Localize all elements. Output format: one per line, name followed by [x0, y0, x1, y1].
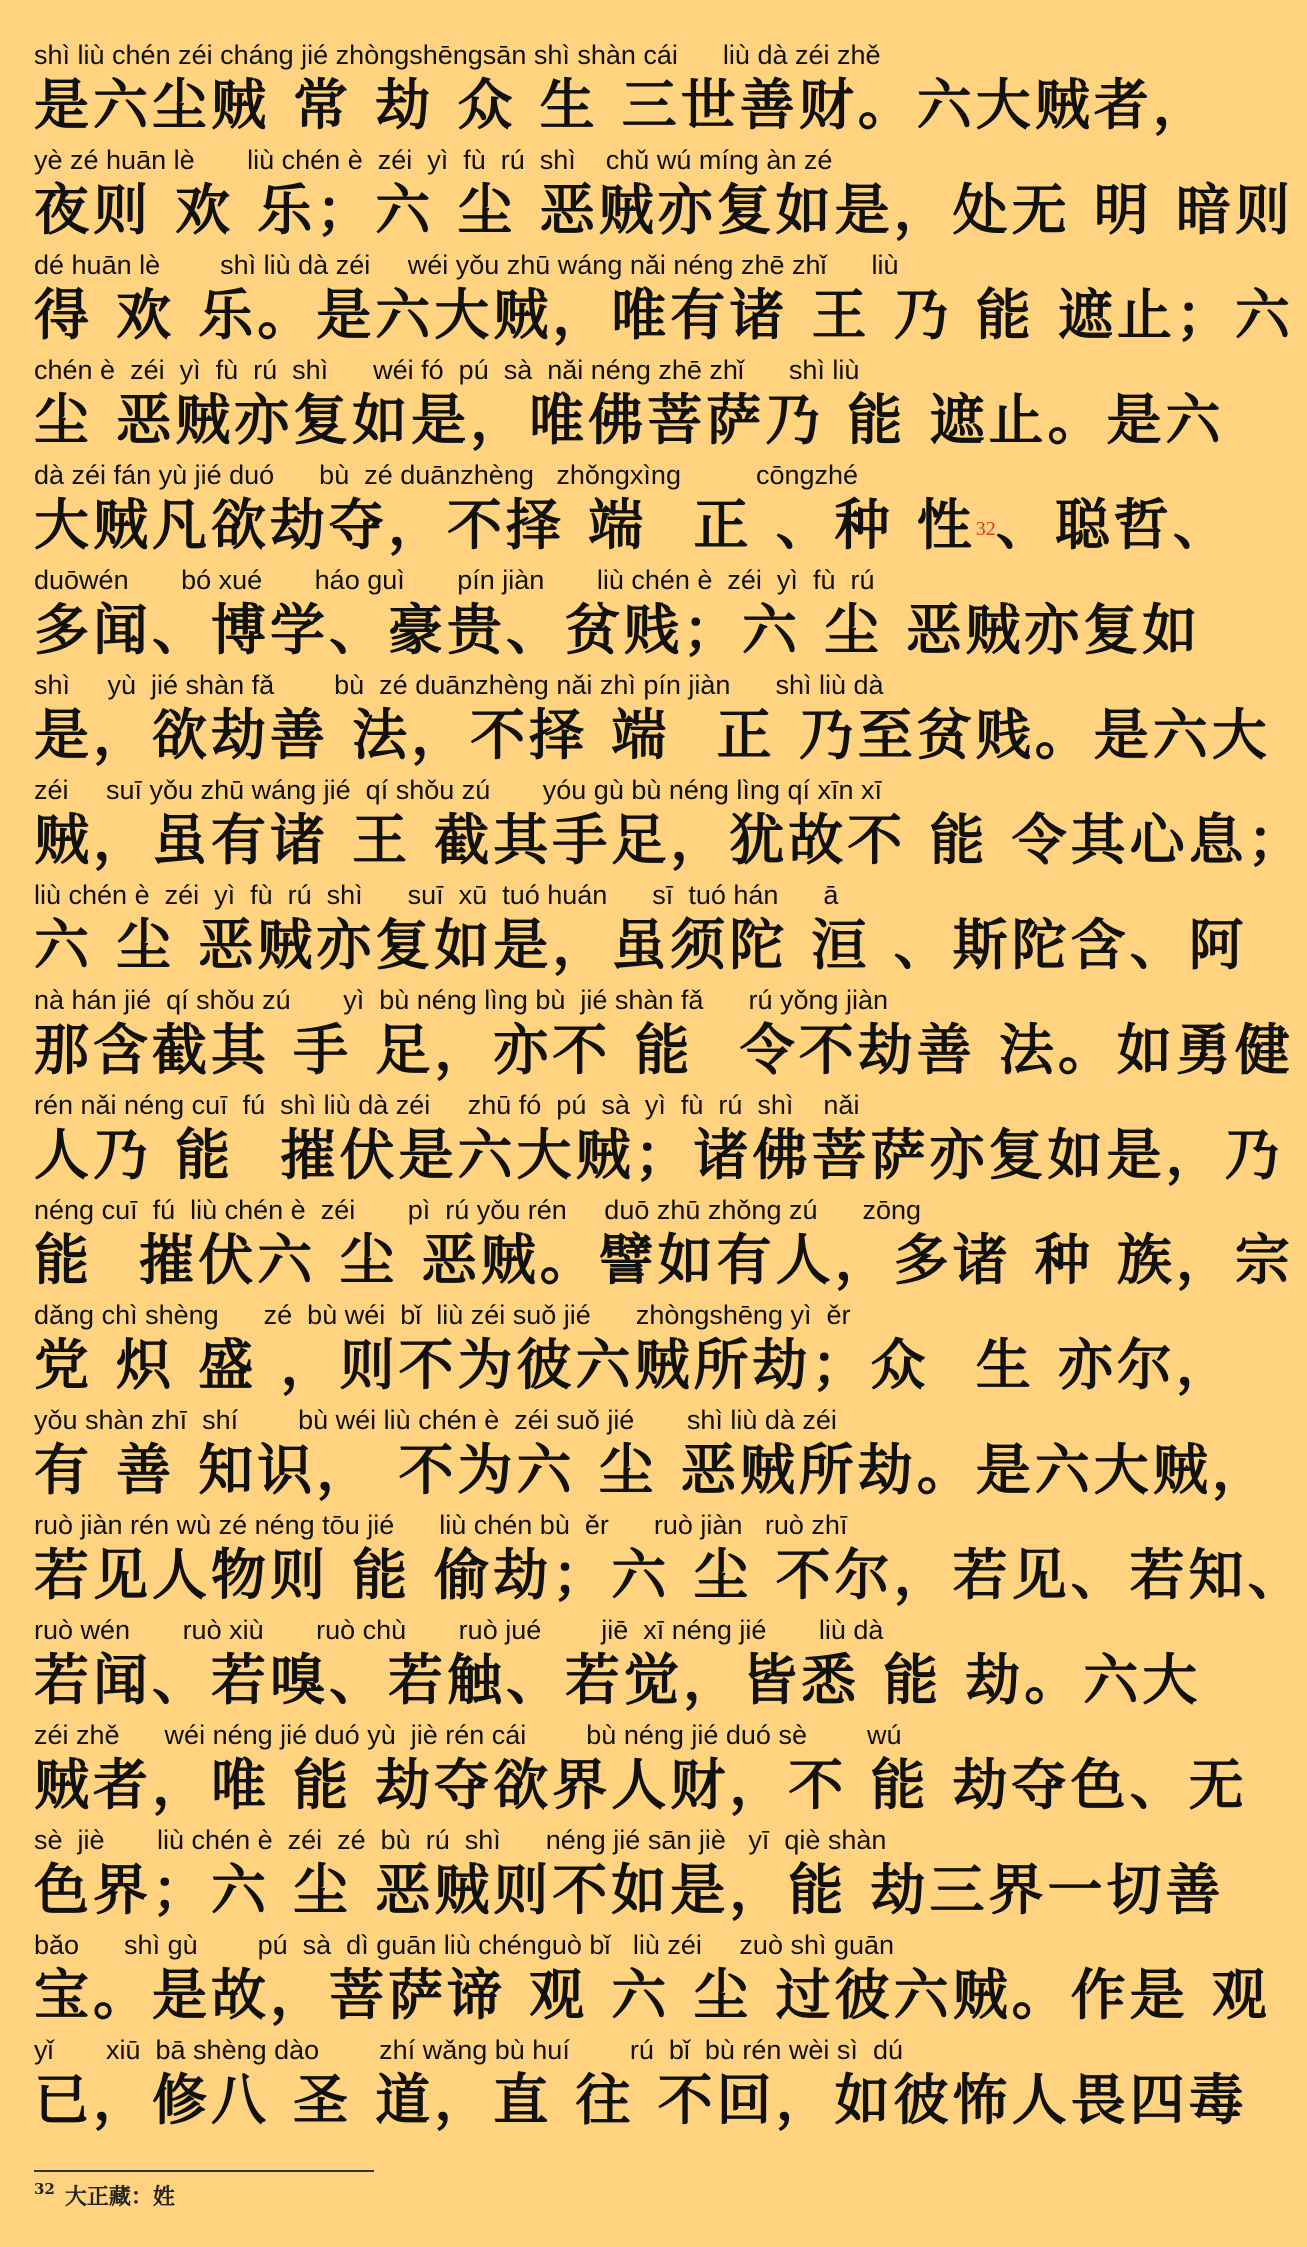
text-line	[34, 38, 1212, 143]
pinyin-row: nà hán jié qí shǒu zú yì bù néng lìng bù jié shàn fǎ rú yǒng jiàn	[34, 985, 889, 1015]
text-line	[34, 878, 1248, 983]
text-line	[34, 1823, 1225, 1928]
pinyin-row: liù chén è zéi yì fù rú shì suī xū tuó huán sī tuó hán ā	[34, 880, 839, 910]
hanzi-row: 六 尘 恶贼亦复如是，虽须陀 洹 、斯陀含、阿	[34, 913, 1248, 977]
pinyin-row: dà zéi fán yù jié duó bù zé duānzhèng zhǒngxìng cōngzhé	[34, 460, 859, 490]
text-line	[34, 773, 1307, 878]
text-line	[34, 2033, 1248, 2138]
footnote-text: 大正藏：姓	[64, 2184, 175, 2210]
text-line	[34, 1613, 1202, 1718]
pinyin-row: bǎo shì gù pú sà dì guān liù chénguò bǐ liù zéi zuò shì guān	[34, 1930, 895, 1960]
pinyin-row: yǐ xiū bā shèng dào zhí wǎng bù huí rú bǐ bù rén wèi sì dú	[34, 2035, 903, 2065]
text-line	[34, 1718, 1248, 1823]
hanzi-segment: 、聪哲、	[995, 493, 1232, 557]
text-line	[34, 983, 1294, 1088]
pinyin-row: dé huān lè shì liù dà zéi wéi yǒu zhū wáng nǎi néng zhē zhǐ liù	[34, 250, 899, 280]
hanzi-segment: 大贼凡欲劫夺，不择 端 正 、种 性	[34, 493, 976, 557]
pinyin-row: duōwén bó xué háo guì pín jiàn liù chén è zéi yì fù rú	[34, 565, 875, 595]
text-line	[34, 563, 1202, 668]
hanzi-row: 色界；六 尘 恶贼则不如是，能 劫三界一切善	[34, 1858, 1225, 1922]
hanzi-row: 人乃 能 摧伏是六大贼；诸佛菩萨亦复如是，乃	[34, 1123, 1284, 1187]
pinyin-row: sè jiè liù chén è zéi zé bù rú shì néng jié sān jiè yī qiè shàn	[34, 1825, 887, 1855]
hanzi-row: 多闻、博学、豪贵、贫贱；六 尘 恶贼亦复如	[34, 598, 1202, 662]
pinyin-row: shì yù jié shàn fǎ bù zé duānzhèng nǎi zhì pín jiàn shì liù dà	[34, 670, 884, 700]
text-line	[34, 1928, 1271, 2033]
text-line	[34, 458, 1232, 563]
footnote-reference[interactable]: 32	[975, 518, 996, 540]
footnote	[34, 2180, 175, 2211]
pinyin-row: yè zé huān lè liù chén è zéi yì fù rú shì chǔ wú míng àn zé	[34, 145, 833, 175]
footnote-number: 32	[34, 2180, 55, 2198]
hanzi-row	[34, 492, 1232, 558]
pinyin-row: yǒu shàn zhī shí bù wéi liù chén è zéi suǒ jié shì liù dà zéi	[34, 1405, 837, 1435]
pinyin-row: ruò jiàn rén wù zé néng tōu jié liù chén bù ěr ruò jiàn ruò zhī	[34, 1510, 848, 1540]
text-line	[34, 143, 1294, 248]
hanzi-row: 贼，虽有诸 王 截其手足，犹故不 能 令其心息；	[34, 808, 1307, 872]
hanzi-row: 得 欢 乐。是六大贼，唯有诸 王 乃 能 遮止；六	[34, 283, 1294, 347]
pinyin-row: ruò wén ruò xiù ruò chù ruò jué jiē xī néng jié liù dà	[34, 1615, 884, 1645]
text-line	[34, 353, 1225, 458]
text-line	[34, 1088, 1284, 1193]
pinyin-row: rén nǎi néng cuī fú shì liù dà zéi zhū fó pú sà yì fù rú shì nǎi	[34, 1090, 860, 1120]
hanzi-row: 能 摧伏六 尘 恶贼。譬如有人，多诸 种 族，宗	[34, 1228, 1294, 1292]
pinyin-row: zéi suī yǒu zhū wáng jié qí shǒu zú yóu gù bù néng lìng qí xīn xī	[34, 775, 883, 805]
pinyin-row: zéi zhě wéi néng jié duó yù jiè rén cái bù néng jié duó sè wú	[34, 1720, 902, 1750]
pinyin-row: dǎng chì shèng zé bù wéi bǐ liù zéi suǒ jié zhòngshēng yì ěr	[34, 1300, 851, 1330]
pinyin-row: shì liù chén zéi cháng jié zhòngshēngsān shì shàn cái liù dà zéi zhě	[34, 40, 881, 70]
text-line	[34, 668, 1271, 773]
text-line	[34, 1193, 1294, 1298]
hanzi-row: 是，欲劫善 法，不择 端 正 乃至贫贱。是六大	[34, 703, 1271, 767]
hanzi-row: 尘 恶贼亦复如是，唯佛菩萨乃 能 遮止。是六	[34, 388, 1225, 452]
hanzi-row: 已，修八 圣 道，直 往 不回，如彼怖人畏四毒	[34, 2068, 1248, 2132]
hanzi-row: 夜则 欢 乐；六 尘 恶贼亦复如是，处无 明 暗则	[34, 178, 1294, 242]
text-line	[34, 1298, 1235, 1403]
hanzi-row: 宝。是故，菩萨谛 观 六 尘 过彼六贼。作是 观	[34, 1963, 1271, 2027]
hanzi-row: 党 炽 盛 ，则不为彼六贼所劫；众 生 亦尔，	[34, 1333, 1235, 1397]
pinyin-row: néng cuī fú liù chén è zéi pì rú yǒu rén duō zhū zhǒng zú zōng	[34, 1195, 922, 1225]
hanzi-row: 若见人物则 能 偷劫；六 尘 不尔，若见、若知、	[34, 1543, 1307, 1607]
hanzi-row: 有 善 知识， 不为六 尘 恶贼所劫。是六大贼，	[34, 1438, 1271, 1502]
text-block	[34, 38, 1307, 2138]
hanzi-row: 是六尘贼 常 劫 众 生 三世善财。六大贼者，	[34, 73, 1212, 137]
hanzi-row: 若闻、若嗅、若触、若觉，皆悉 能 劫。六大	[34, 1648, 1202, 1712]
hanzi-row: 那含截其 手 足，亦不 能 令不劫善 法。如勇健	[34, 1018, 1294, 1082]
hanzi-row: 贼者，唯 能 劫夺欲界人财，不 能 劫夺色、无	[34, 1753, 1248, 1817]
text-line	[34, 1403, 1271, 1508]
text-line	[34, 248, 1294, 353]
footnote-divider	[34, 2170, 374, 2172]
text-line	[34, 1508, 1307, 1613]
pinyin-row: chén è zéi yì fù rú shì wéi fó pú sà nǎi néng zhē zhǐ shì liù	[34, 355, 860, 385]
